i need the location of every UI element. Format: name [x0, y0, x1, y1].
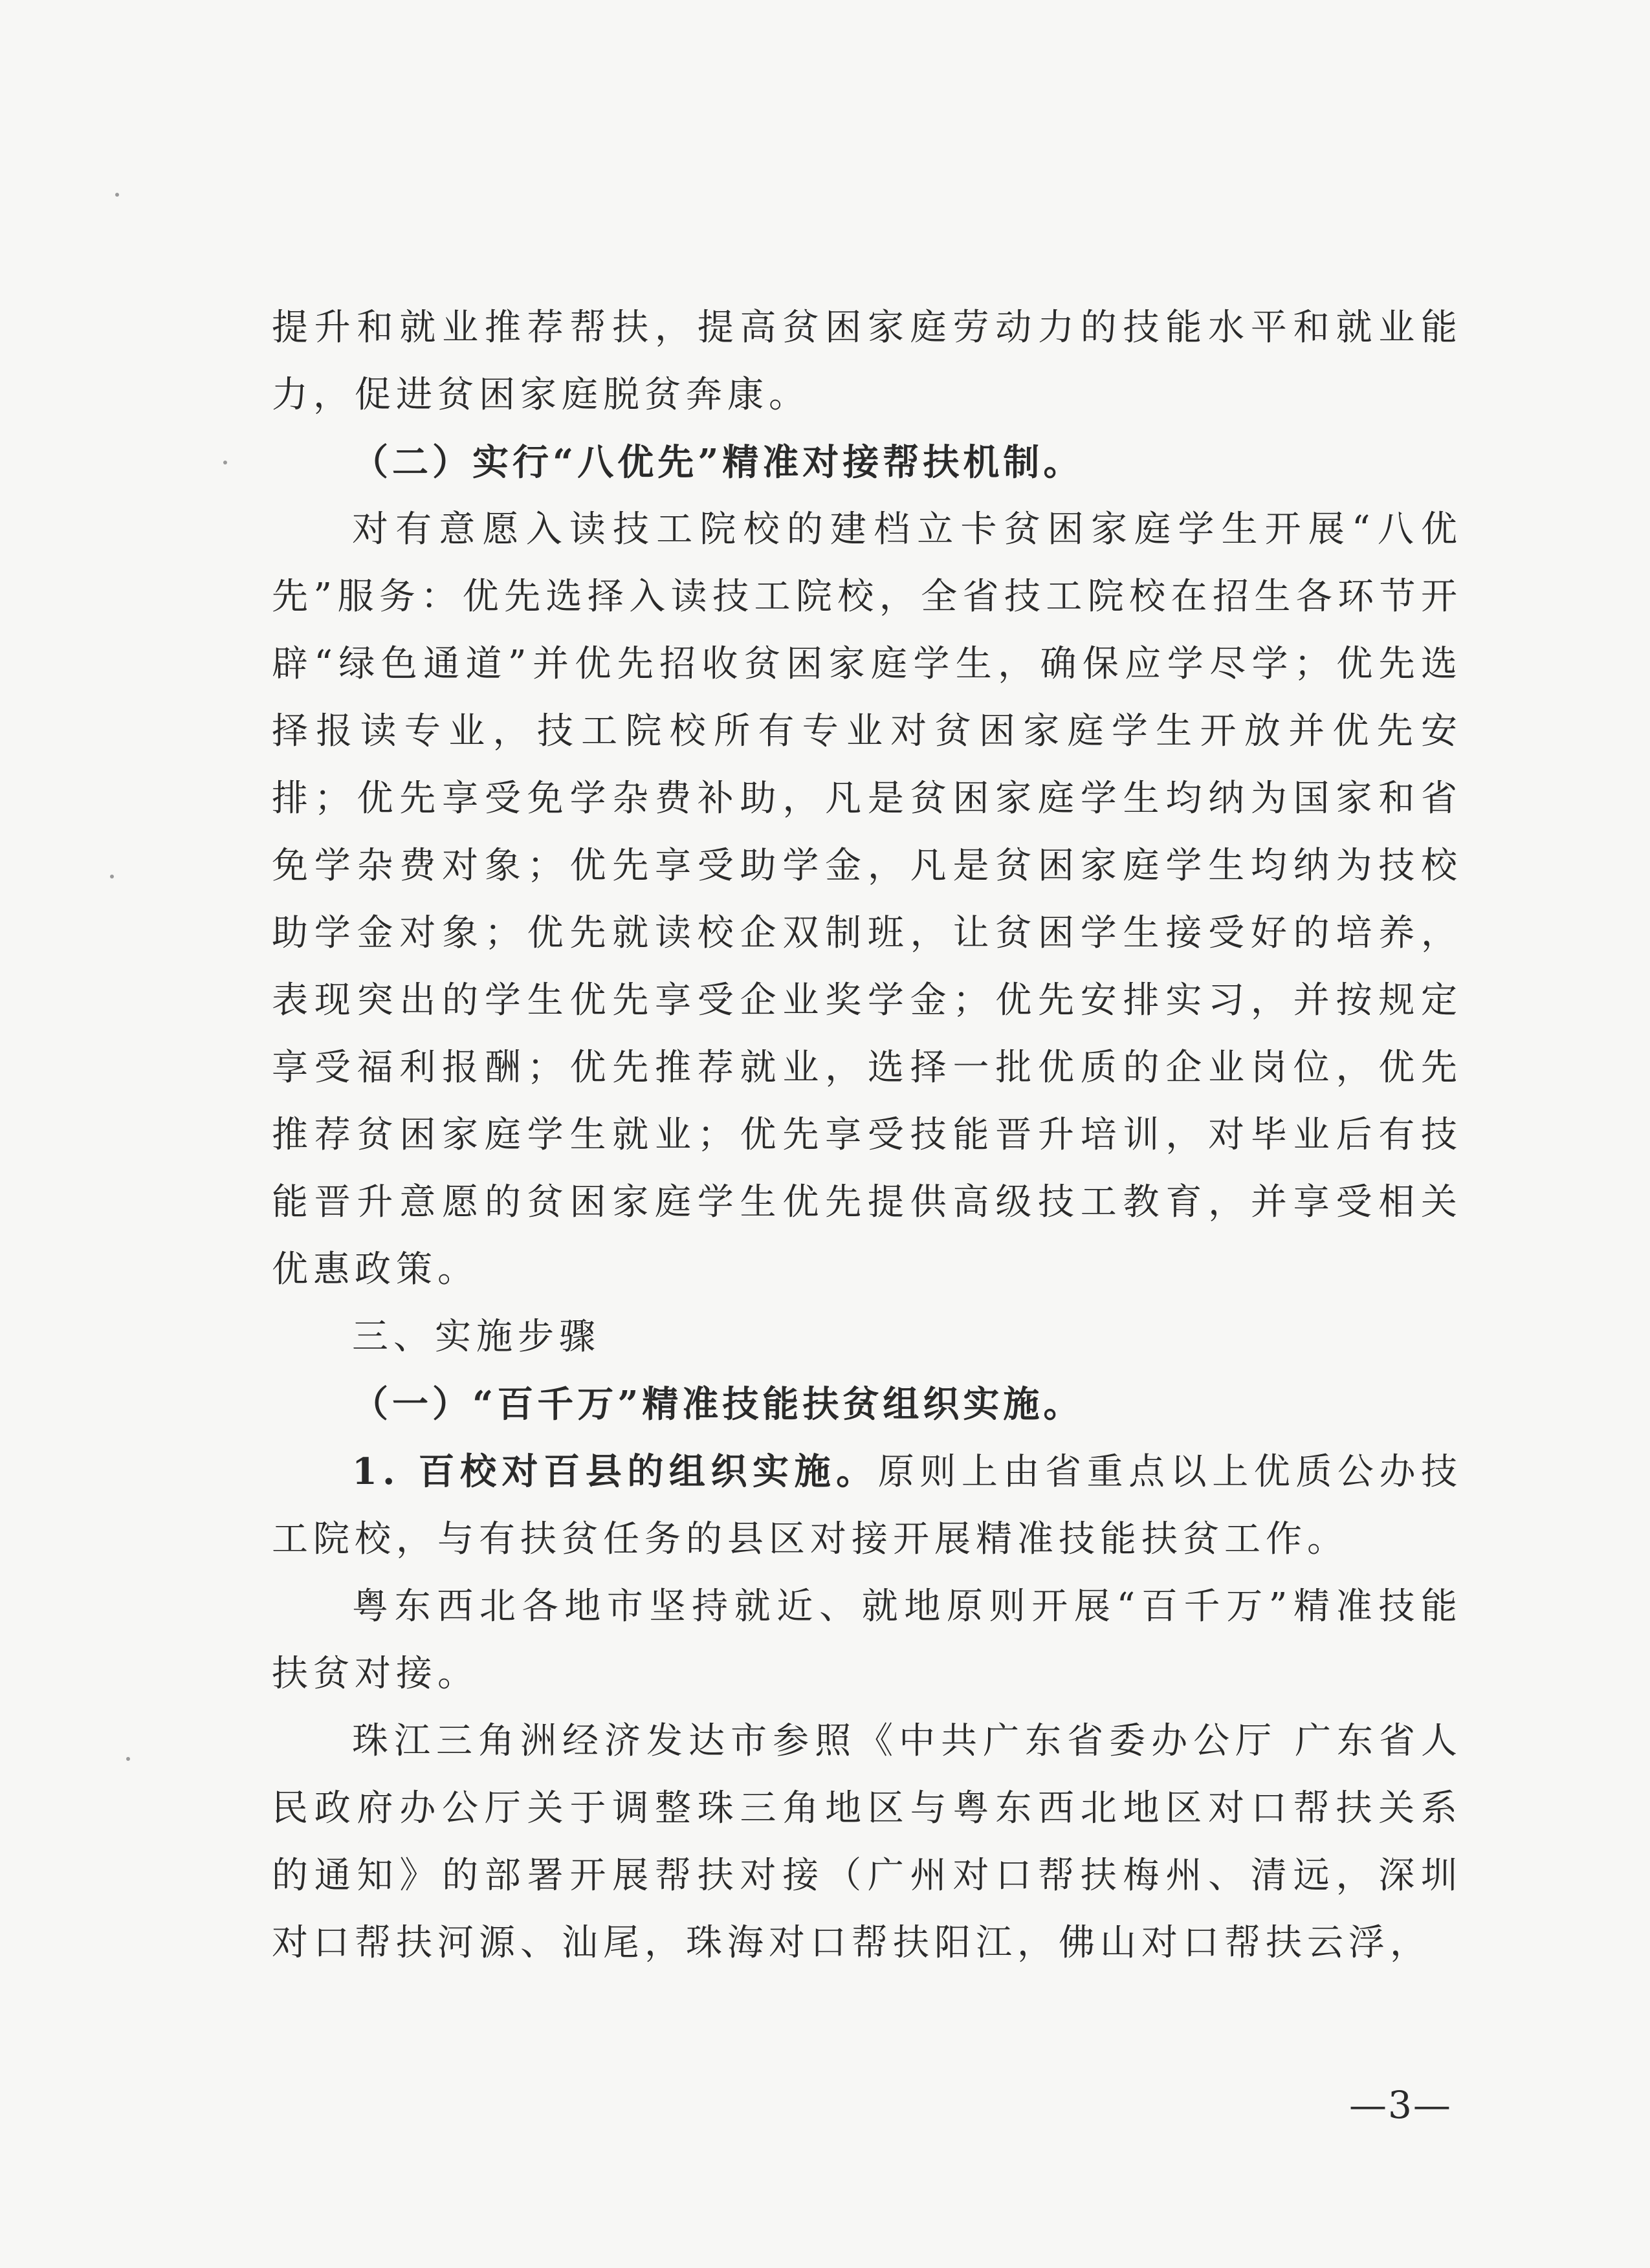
subsection-heading-1: （一）“百千万”精准技能扶贫组织实施。: [352, 1383, 1084, 1426]
section-title-implementation: 三、实施步骤: [352, 1316, 600, 1358]
paragraph-lead-bold: 1. 百校对百县的组织实施。: [352, 1450, 878, 1493]
scan-speck: [223, 461, 227, 464]
paragraph-eastern-western: 粤东西北各地市坚持就近、就地原则开展“百千万”精准技能扶贫对接。: [272, 1586, 1462, 1695]
scan-speck: [115, 193, 119, 197]
subsection-heading-2: （二）实行“八优先”精准对接帮扶机制。: [352, 441, 1084, 484]
page-number: —3—: [1349, 2083, 1452, 2127]
scan-speck: [110, 875, 114, 878]
paragraph-eight-priorities: 对有意愿入读技工院校的建档立卡贫困家庭学生开展“八优先”服务：优先选择入读技工院校，全省技工院校在招生各环节开辟“绿色通道”并优先招收贫困家庭学生，确保应学尽学；优先选择报读专业，技工院校所有专业对贫困家庭学生开放并优先安排；优先享受免学杂费补助，凡是贫困家庭学生均纳为国家和省免学杂费对象；优先享受助学金，凡是贫困家庭学生均纳为技校助学金对象；优先就读校企双制班，让贫困学生接受好的培养，表现突出的学生优先享受企业奖学金；优先安排实习，并按规定享受福利报酬；优先推荐就业，选择一批优质的企业岗位，优先推荐贫困家庭学生就业；优先享受技能晋升培训，对毕业后有技能晋升意愿的贫困家庭学生优先提供高级技工教育，并享受相关优惠政策。: [272, 508, 1462, 1291]
paragraph-pearl-river-delta: 珠江三角洲经济发达市参照《中共广东省委办公厅 广东省人民政府办公厅关于调整珠三角地区与粤东西北地区对口帮扶关系的通知》的部署开展帮扶对接（广州对口帮扶梅州、清远，深圳对口帮扶河源、汕尾，珠海对口帮扶阳江，佛山对口帮扶云浮，: [272, 1720, 1462, 1964]
document-body: [272, 294, 1462, 1977]
paragraph-hundred-schools: [272, 1438, 1462, 1573]
paragraph-continuation: 提升和就业推荐帮扶，提高贫困家庭劳动力的技能水平和就业能力，促进贫困家庭脱贫奔康。: [272, 307, 1462, 416]
paragraph-lead-rest: 原则上由省重点以上优质公办技工院校，与有扶贫任务的县区对接开展精准技能扶贫工作。: [272, 1451, 1462, 1560]
scan-speck: [126, 1757, 130, 1761]
